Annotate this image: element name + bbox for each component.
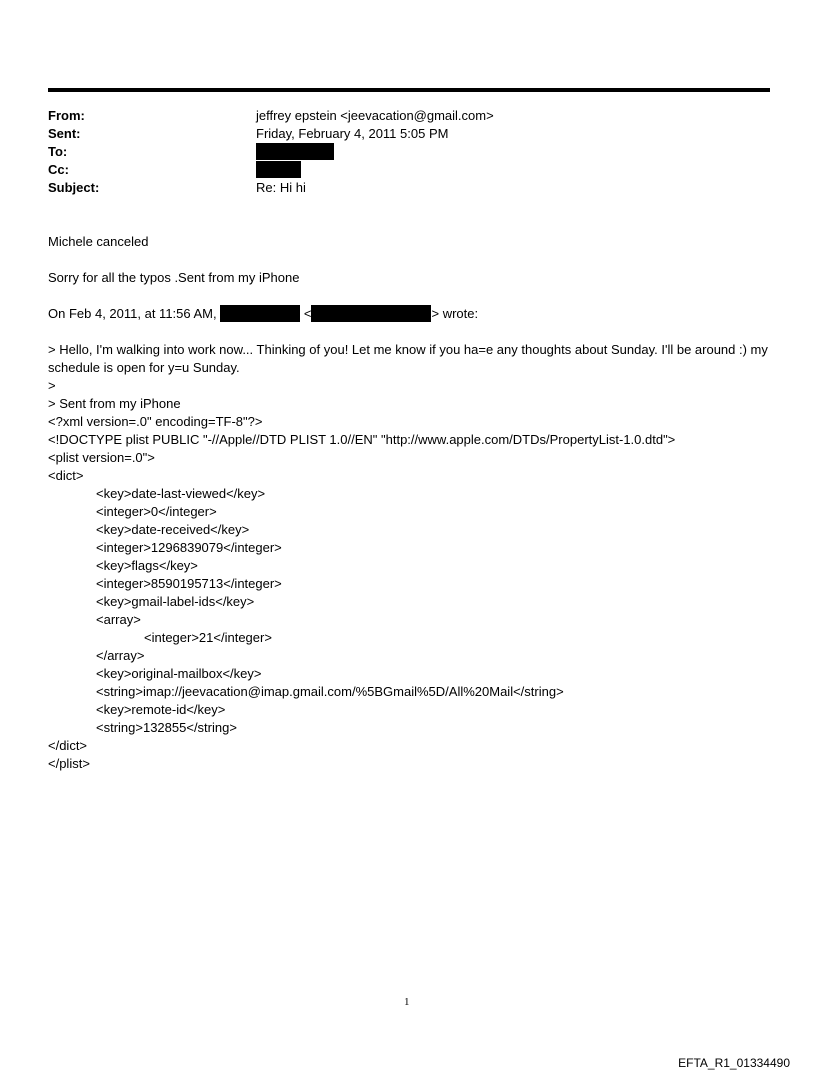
plist-line: <string>imap://jeevacation@imap.gmail.com/%5BGmail%5D/All%20Mail</string> (96, 684, 564, 699)
subject-label: Subject: (48, 180, 100, 195)
plist-line: <integer>21</integer> (144, 630, 272, 645)
sent-value: Friday, February 4, 2011 5:05 PM (256, 126, 449, 141)
body-line-typos: Sorry for all the typos .Sent from my iPhone (48, 270, 300, 285)
quote-intro (48, 305, 778, 323)
plist-open: <plist version=.0"> (48, 450, 155, 465)
quote-intro-prefix: On Feb 4, 2011, at 11:56 AM, (48, 306, 217, 321)
from-value: jeffrey epstein <jeevacation@gmail.com> (256, 108, 494, 123)
cc-label: Cc: (48, 162, 69, 177)
quote-intro-lt: < (303, 306, 312, 321)
sender-email-redaction (311, 305, 431, 322)
plist-line: <key>flags</key> (96, 558, 198, 573)
plist-line: <key>remote-id</key> (96, 702, 226, 717)
from-label: From: (48, 108, 85, 123)
plist-line: <integer>1296839079</integer> (96, 540, 282, 555)
spacer (48, 287, 778, 305)
dict-open: <dict> (48, 468, 84, 483)
cc-value-cell (256, 161, 301, 179)
plist-line: <integer>8590195713</integer> (96, 576, 282, 591)
plist-line: <integer>0</integer> (96, 504, 217, 519)
to-value-cell (256, 143, 334, 161)
spacer (48, 251, 778, 269)
subject-value: Re: Hi hi (256, 180, 306, 195)
plist-line: </array> (96, 648, 145, 663)
spacer (48, 323, 778, 341)
plist-line: <key>date-received</key> (96, 522, 250, 537)
quoted-sent-from: > Sent from my iPhone (48, 396, 181, 411)
quoted-message: > Hello, I'm walking into work now... Thinking of you! Let me know if you ha=e any thoughts about Sunday. I'll be around :) my schedule is open for y=u Sunday. (48, 342, 768, 375)
page-number: 1 (404, 996, 410, 1008)
dict-close: </dict> (48, 738, 88, 753)
plist-line: <string>132855</string> (96, 720, 237, 735)
plist-doctype: <!DOCTYPE plist PUBLIC "-//Apple//DTD PLIST 1.0//EN" "http://www.apple.com/DTDs/PropertyList-1.0.dtd"> (48, 432, 676, 447)
to-redaction (256, 143, 334, 160)
header-rule (48, 88, 770, 92)
plist-line: <key>date-last-viewed</key> (96, 486, 266, 501)
plist-close: </plist> (48, 756, 90, 771)
plist-xml-decl: <?xml version=.0" encoding=TF-8"?> (48, 414, 263, 429)
document-id: EFTA_R1_01334490 (678, 1056, 790, 1070)
plist-line: <key>original-mailbox</key> (96, 666, 262, 681)
quote-intro-suffix: > wrote: (431, 306, 479, 321)
sent-label: Sent: (48, 126, 81, 141)
to-label: To: (48, 144, 68, 159)
body-line-canceled: Michele canceled (48, 234, 149, 249)
quoted-empty-line: > (48, 378, 56, 393)
email-body (48, 233, 778, 773)
cc-redaction (256, 161, 301, 178)
sender-name-redaction (220, 305, 300, 322)
plist-line: <key>gmail-label-ids</key> (96, 594, 255, 609)
plist-line: <array> (96, 612, 141, 627)
